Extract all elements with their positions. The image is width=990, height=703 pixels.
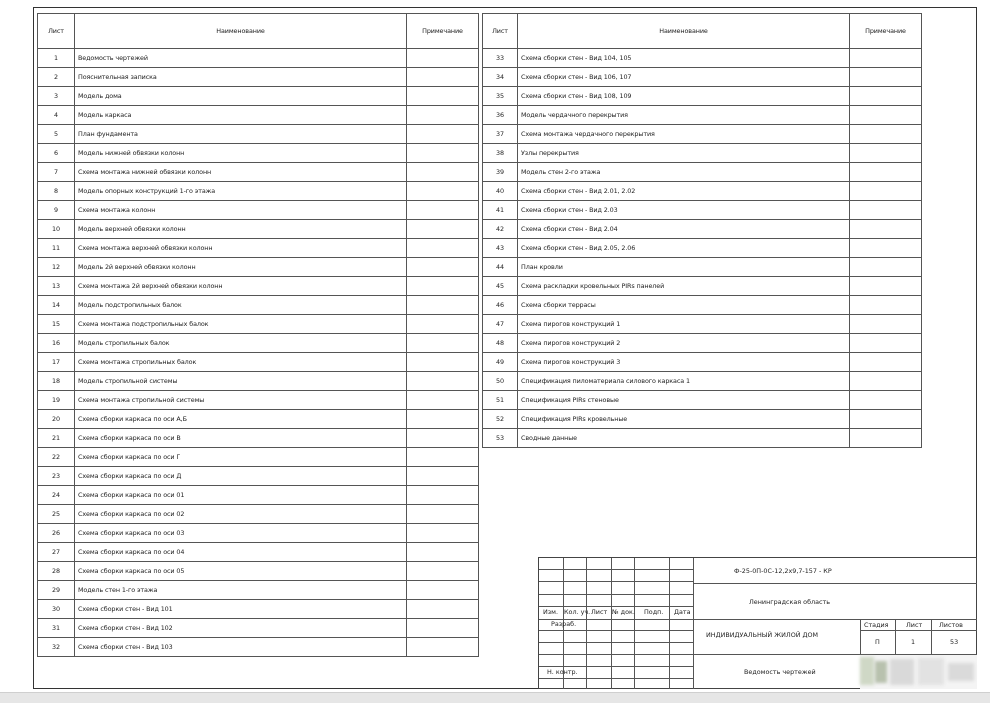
sheet-note [407, 600, 479, 619]
sheet-name: Ведомость чертежей [75, 49, 407, 68]
sheet-note [407, 258, 479, 277]
sheet-value: 1 [911, 638, 916, 646]
sheet-name: Схема сборки каркаса по оси 05 [75, 562, 407, 581]
sheet-number: 26 [38, 524, 75, 543]
sheet-number: 15 [38, 315, 75, 334]
sheet-name: Схема сборки стен - Вид 101 [75, 600, 407, 619]
sheet-number: 33 [483, 49, 518, 68]
sheet-name: Спецификация PIRs стеновые [518, 391, 850, 410]
header-note: Примечание [407, 14, 479, 49]
table-row [483, 49, 922, 68]
sheet-name: Схема сборки каркаса по оси 01 [75, 486, 407, 505]
sheet-name: Схема сборки каркаса по оси 04 [75, 543, 407, 562]
sheet-number: 30 [38, 600, 75, 619]
sheet-number: 46 [483, 296, 518, 315]
table-row [38, 315, 479, 334]
sheet-name: Схема сборки стен - Вид 108, 109 [518, 87, 850, 106]
sheet-number: 24 [38, 486, 75, 505]
table-row [38, 258, 479, 277]
sheet-number: 51 [483, 391, 518, 410]
sheet-number: 28 [38, 562, 75, 581]
header-name: Наименование [75, 14, 407, 49]
sheet-number: 52 [483, 410, 518, 429]
sheet-note [407, 353, 479, 372]
sheet-name: Модель верхней обвязки колонн [75, 220, 407, 239]
table-row [483, 277, 922, 296]
sheet-note [407, 315, 479, 334]
col-kol-uch: Кол. уч. [564, 608, 591, 616]
table-row [483, 353, 922, 372]
table-row [38, 391, 479, 410]
sheet-note [407, 201, 479, 220]
sheet-name: Схема сборки каркаса по оси 02 [75, 505, 407, 524]
sheet-number: 2 [38, 68, 75, 87]
sheet-number: 7 [38, 163, 75, 182]
sheet-name: Схема сборки каркаса по оси Д [75, 467, 407, 486]
sheet-number: 12 [38, 258, 75, 277]
sheet-name: Схема монтажа верхней обвязки колонн [75, 239, 407, 258]
table-row [483, 144, 922, 163]
sheet-number: 36 [483, 106, 518, 125]
table-row [483, 372, 922, 391]
sheet-note [850, 410, 922, 429]
table-row [38, 144, 479, 163]
table-row [38, 486, 479, 505]
sheet-number: 29 [38, 581, 75, 600]
sheet-note [407, 87, 479, 106]
project-title: ИНДИВИДУАЛЬНЫЙ ЖИЛОЙ ДОМ [706, 631, 819, 639]
sheet-name: Схема сборки каркаса по оси А,Б [75, 410, 407, 429]
col-doc: № док. [612, 608, 635, 616]
sheet-note [850, 372, 922, 391]
sheet-name: Схема сборки стен - Вид 2.05, 2.06 [518, 239, 850, 258]
sheet-note [850, 334, 922, 353]
table-row [38, 429, 479, 448]
sheet-name: План фундамента [75, 125, 407, 144]
table-row [38, 163, 479, 182]
sheet-note [407, 372, 479, 391]
sheet-number: 8 [38, 182, 75, 201]
table-row [38, 410, 479, 429]
sheet-name: Модель каркаса [75, 106, 407, 125]
sheet-note [407, 410, 479, 429]
col-date: Дата [674, 608, 691, 616]
sheet-note [407, 391, 479, 410]
table-row [483, 239, 922, 258]
sheet-name: Схема раскладки кровельных PIRs панелей [518, 277, 850, 296]
sheet-number: 18 [38, 372, 75, 391]
table-row [483, 410, 922, 429]
sheet-name: Схема сборки каркаса по оси В [75, 429, 407, 448]
sheet-name: Модель 2й верхней обвязки колонн [75, 258, 407, 277]
sheet-name: Схема монтажа чердачного перекрытия [518, 125, 850, 144]
sheet-number: 48 [483, 334, 518, 353]
table-row [483, 334, 922, 353]
sheet-note [850, 296, 922, 315]
sheet-name: Схема сборки стен - Вид 104, 105 [518, 49, 850, 68]
table-row [483, 429, 922, 448]
sheet-number: 25 [38, 505, 75, 524]
sheet-number: 31 [38, 619, 75, 638]
sheets-label: Листов [939, 621, 963, 629]
sheet-number: 10 [38, 220, 75, 239]
sheet-name: Схема сборки стен - Вид 2.01, 2.02 [518, 182, 850, 201]
header-sheet: Лист [483, 14, 518, 49]
drawings-table-right [482, 13, 922, 448]
sheet-note [407, 68, 479, 87]
table-row [38, 467, 479, 486]
sheet-name: Модель нижней обвязки колонн [75, 144, 407, 163]
sheet-number: 45 [483, 277, 518, 296]
sheet-note [407, 220, 479, 239]
sheet-name: Сводные данные [518, 429, 850, 448]
sheet-number: 22 [38, 448, 75, 467]
region: Ленинградская область [749, 598, 831, 606]
sheet-note [407, 144, 479, 163]
header-name: Наименование [518, 14, 850, 49]
sheet-note [850, 87, 922, 106]
table-row [38, 296, 479, 315]
sheet-name: Схема монтажа нижней обвязки колонн [75, 163, 407, 182]
sheet-number: 6 [38, 144, 75, 163]
sheet-note [407, 429, 479, 448]
window-bottom-edge [0, 692, 990, 703]
sheet-number: 49 [483, 353, 518, 372]
sheet-number: 17 [38, 353, 75, 372]
sheet-name: Схема сборки стен - Вид 2.04 [518, 220, 850, 239]
developer-label: Разраб. [551, 620, 577, 628]
header-sheet: Лист [38, 14, 75, 49]
sheet-note [850, 277, 922, 296]
sheet-number: 5 [38, 125, 75, 144]
table-row [38, 638, 479, 657]
sheet-name: Схема сборки стен - Вид 106, 107 [518, 68, 850, 87]
sheet-note [850, 391, 922, 410]
sheet-name: Схема монтажа колонн [75, 201, 407, 220]
table-row [483, 182, 922, 201]
table-row [38, 68, 479, 87]
table-row [38, 353, 479, 372]
sheets-value: 53 [950, 638, 959, 646]
sheet-note [850, 125, 922, 144]
sheet-note [407, 524, 479, 543]
sheet-number: 11 [38, 239, 75, 258]
table-row [38, 334, 479, 353]
sheet-name: Схема монтажа стропильных балок [75, 353, 407, 372]
sheet-number: 21 [38, 429, 75, 448]
sheet-number: 50 [483, 372, 518, 391]
sheet-number: 47 [483, 315, 518, 334]
table-row [483, 106, 922, 125]
sheet-note [407, 562, 479, 581]
sheet-number: 14 [38, 296, 75, 315]
table-row [38, 106, 479, 125]
sheet-name: Схема сборки террасы [518, 296, 850, 315]
sheet-note [407, 334, 479, 353]
drawings-table-left [37, 13, 479, 657]
sheet-name: Модель подстропильных балок [75, 296, 407, 315]
sheet-note [407, 125, 479, 144]
table-row [483, 391, 922, 410]
sheet-name: Модель чердачного перекрытия [518, 106, 850, 125]
table-row [38, 600, 479, 619]
table-row [38, 277, 479, 296]
sheet-note [407, 163, 479, 182]
sheet-number: 4 [38, 106, 75, 125]
table-row [483, 68, 922, 87]
table-row [38, 372, 479, 391]
sheet-note [407, 106, 479, 125]
table-row [483, 163, 922, 182]
sheet-number: 23 [38, 467, 75, 486]
table-row [38, 182, 479, 201]
sheet-name: Модель стропильной системы [75, 372, 407, 391]
sheet-name: Схема сборки стен - Вид 103 [75, 638, 407, 657]
sheet-name: Схема монтажа 2й верхней обвязки колонн [75, 277, 407, 296]
sheet-note [850, 201, 922, 220]
sheet-number: 41 [483, 201, 518, 220]
sheet-number: 40 [483, 182, 518, 201]
table-row [483, 315, 922, 334]
sheet-number: 27 [38, 543, 75, 562]
sheet-name: Модель стен 2-го этажа [518, 163, 850, 182]
table-row [483, 87, 922, 106]
sheet-note [850, 258, 922, 277]
sheet-note [407, 49, 479, 68]
sheet-number: 16 [38, 334, 75, 353]
stage-label: Стадия [864, 621, 889, 629]
table-row [38, 87, 479, 106]
col-izm: Изм. [543, 608, 559, 616]
table-row [38, 619, 479, 638]
table-row [38, 543, 479, 562]
sheet-name: Схема сборки стен - Вид 2.03 [518, 201, 850, 220]
sheet-number: 37 [483, 125, 518, 144]
sheet-note [850, 163, 922, 182]
table-row [483, 201, 922, 220]
table-row [38, 220, 479, 239]
table-row [38, 581, 479, 600]
sheet-note [850, 353, 922, 372]
table-row [38, 49, 479, 68]
sheet-number: 9 [38, 201, 75, 220]
sheet-note [407, 467, 479, 486]
sheet-note [407, 182, 479, 201]
title-block [538, 557, 977, 689]
sheet-note [407, 486, 479, 505]
sheet-name: Схема пирогов конструкций 3 [518, 353, 850, 372]
sheet-name: Схема сборки каркаса по оси Г [75, 448, 407, 467]
sheet-note [407, 543, 479, 562]
sheet-number: 44 [483, 258, 518, 277]
sheet-note [850, 144, 922, 163]
sheet-note [407, 277, 479, 296]
sheet-name: Узлы перекрытия [518, 144, 850, 163]
table-row [483, 258, 922, 277]
sheet-note [850, 49, 922, 68]
sheet-note [850, 315, 922, 334]
table-row [38, 201, 479, 220]
sheet-number: 53 [483, 429, 518, 448]
sheet-number: 43 [483, 239, 518, 258]
table-row [38, 562, 479, 581]
table-row [483, 125, 922, 144]
stage-value: П [875, 638, 880, 646]
sheet-note [850, 106, 922, 125]
sheet-name: Схема пирогов конструкций 2 [518, 334, 850, 353]
sheet-note [850, 220, 922, 239]
col-list: Лист [591, 608, 608, 616]
sheet-number: 42 [483, 220, 518, 239]
sheet-number: 13 [38, 277, 75, 296]
sheet-name: Модель стропильных балок [75, 334, 407, 353]
norm-control-label: Н. контр. [547, 668, 578, 676]
sheet-number: 20 [38, 410, 75, 429]
sheet-note [850, 182, 922, 201]
sheet-note [407, 448, 479, 467]
company-logo [860, 655, 977, 689]
table-row [38, 125, 479, 144]
table-row [38, 524, 479, 543]
sheet-name: Пояснительная записка [75, 68, 407, 87]
sheet-note [407, 581, 479, 600]
sheet-name: Схема монтажа подстропильных балок [75, 315, 407, 334]
sheet-note [850, 429, 922, 448]
sheet-name: Схема сборки стен - Вид 102 [75, 619, 407, 638]
sheet-name: Спецификация PIRs кровельные [518, 410, 850, 429]
table-row [38, 448, 479, 467]
document-title: Ведомость чертежей [744, 668, 816, 676]
table-row [38, 505, 479, 524]
sheet-number: 38 [483, 144, 518, 163]
document-code: Ф-25-0П-0С-12,2х9,7-157 - КР [734, 567, 832, 575]
sheet-number: 3 [38, 87, 75, 106]
table-row [483, 296, 922, 315]
sheet-label: Лист [906, 621, 923, 629]
sheet-number: 39 [483, 163, 518, 182]
sheet-name: Схема пирогов конструкций 1 [518, 315, 850, 334]
sheet-name: Модель опорных конструкций 1-го этажа [75, 182, 407, 201]
sheet-number: 19 [38, 391, 75, 410]
table-row [38, 239, 479, 258]
sheet-name: Спецификация пиломатериала силового каркаса 1 [518, 372, 850, 391]
sheet-note [407, 296, 479, 315]
sheet-name: Схема сборки каркаса по оси 03 [75, 524, 407, 543]
sheet-note [407, 239, 479, 258]
sheet-number: 35 [483, 87, 518, 106]
sheet-number: 1 [38, 49, 75, 68]
table-row [483, 220, 922, 239]
sheet-number: 32 [38, 638, 75, 657]
sheet-number: 34 [483, 68, 518, 87]
sheet-name: Модель дома [75, 87, 407, 106]
sheet-name: Схема монтажа стропильной системы [75, 391, 407, 410]
header-note: Примечание [850, 14, 922, 49]
col-sign: Подп. [644, 608, 664, 616]
sheet-note [407, 638, 479, 657]
sheet-note [850, 239, 922, 258]
sheet-name: План кровли [518, 258, 850, 277]
sheet-name: Модель стен 1-го этажа [75, 581, 407, 600]
sheet-note [407, 505, 479, 524]
sheet-note [850, 68, 922, 87]
sheet-note [407, 619, 479, 638]
